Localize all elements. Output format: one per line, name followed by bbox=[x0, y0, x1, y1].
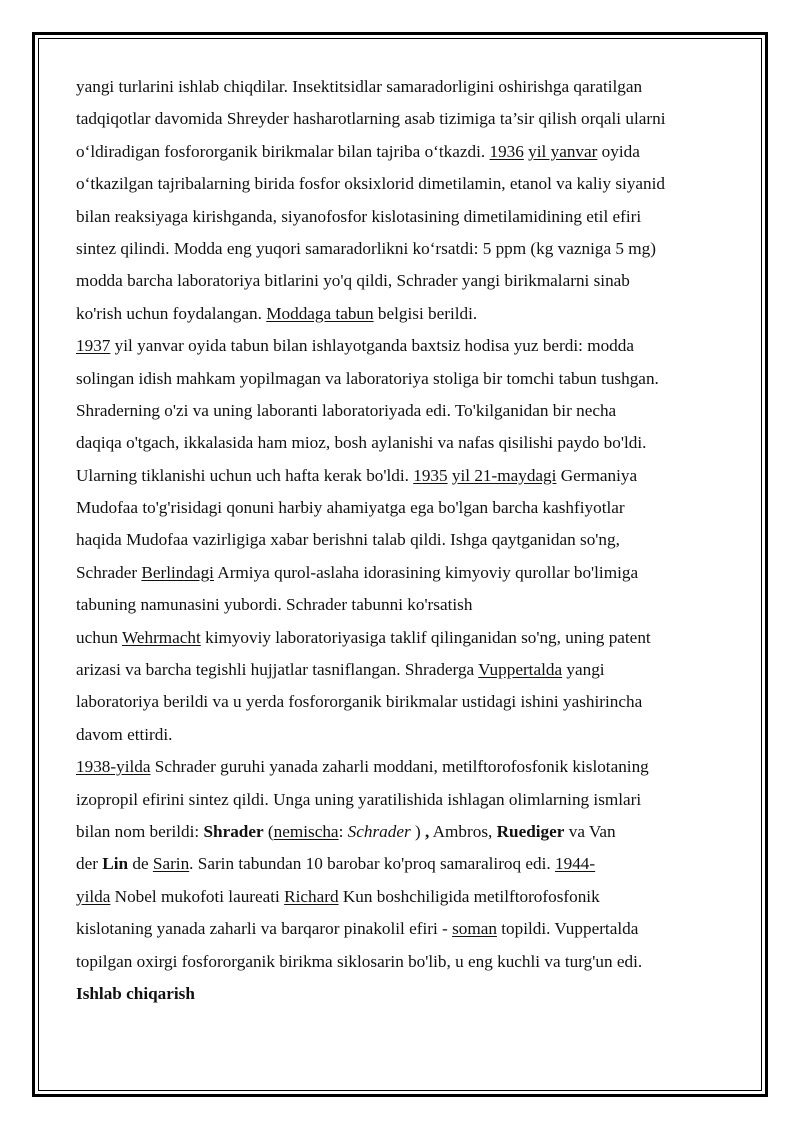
text-segment: belgisi berildi. bbox=[373, 303, 478, 323]
text-line bbox=[76, 589, 736, 621]
text-line bbox=[76, 492, 736, 524]
text-segment: ( bbox=[263, 821, 274, 841]
text-segment: Kun boshchiligida metilftorofosfonik bbox=[338, 886, 600, 906]
bold-text: Lin bbox=[102, 854, 129, 874]
hyperlink[interactable]: yil 21-maydagi bbox=[451, 465, 557, 485]
text-line bbox=[76, 460, 736, 492]
text-segment: arizasi va barcha tegishli hujjatlar tasniflangan. Shraderga bbox=[76, 660, 479, 680]
text-line bbox=[76, 395, 736, 427]
text-line bbox=[76, 654, 736, 686]
hyperlink[interactable]: Wehrmacht bbox=[122, 627, 201, 647]
bold-text: Shrader bbox=[203, 821, 264, 841]
text-segment: daqiqa o'tgach, ikkalasida ham mioz, bosh aylanishi va nafas qisilishi paydo bo'ldi. bbox=[76, 433, 647, 453]
text-segment: : bbox=[338, 821, 348, 841]
text-segment: topilgan oxirgi fosfororganik birikma siklosarin bo'lib, u eng kuchli va turg'un edi. bbox=[76, 951, 643, 971]
text-segment: ) bbox=[410, 821, 425, 841]
text-segment: der bbox=[76, 854, 103, 874]
hyperlink[interactable]: Vuppertalda bbox=[478, 660, 563, 680]
hyperlink[interactable]: 1935 bbox=[413, 465, 448, 485]
text-segment: yangi turlarini ishlab chiqdilar. Insektitsidlar samaradorligini oshirishga qaratilgan bbox=[76, 77, 643, 96]
text-segment: Ambros, bbox=[429, 821, 497, 841]
hyperlink[interactable]: yilda bbox=[76, 886, 111, 906]
text-line bbox=[76, 524, 736, 556]
document-body bbox=[76, 71, 736, 1010]
text-segment: Mudofaa to'g'risidagi qonuni harbiy ahamiyatga ega bo'lgan barcha kashfiyotlar bbox=[76, 498, 625, 518]
text-segment: yil yanvar oyida tabun bilan ishlayotganda baxtsiz hodisa yuz berdi: modda bbox=[110, 336, 634, 356]
text-segment: oyida bbox=[597, 141, 640, 161]
text-line bbox=[76, 136, 736, 168]
hyperlink[interactable]: Richard bbox=[284, 886, 339, 906]
italic-text: Schrader bbox=[347, 821, 411, 841]
text-segment: bilan nom berildi: bbox=[76, 821, 204, 841]
text-segment: ko'rish uchun foydalangan. bbox=[76, 303, 267, 323]
text-line bbox=[76, 881, 736, 913]
text-line bbox=[76, 298, 736, 330]
hyperlink[interactable]: soman bbox=[452, 919, 497, 939]
text-line bbox=[76, 330, 736, 362]
text-line bbox=[76, 71, 736, 103]
text-segment: bilan reaksiyaga kirishganda, siyanofosfor kislotasining dimetilamidining etil efiri bbox=[76, 206, 642, 226]
text-segment: sintez qilindi. Modda eng yuqori samaradorlikni ko‘rsatdi: 5 ppm (kg vazniga 5 mg) bbox=[76, 238, 656, 258]
bold-text: , bbox=[425, 821, 430, 841]
text-segment: modda barcha laboratoriya bitlarini yo'q qildi, Schrader yangi birikmalarni sinab bbox=[76, 271, 630, 291]
text-segment: o‘tkazilgan tajribalarning birida fosfor oksixlorid dimetilamin, etanol va kaliy siyanid bbox=[76, 174, 665, 194]
text-line bbox=[76, 622, 736, 654]
text-line bbox=[76, 168, 736, 200]
text-segment: haqida Mudofaa vazirligiga xabar berishni talab qildi. Ishga qaytganidan so'ng, bbox=[76, 530, 620, 550]
text-line bbox=[76, 946, 736, 978]
text-segment: uchun bbox=[76, 627, 122, 647]
text-line bbox=[76, 265, 736, 297]
text-segment: topildi. Vuppertalda bbox=[496, 919, 639, 939]
text-segment: davom ettirdi. bbox=[76, 724, 173, 744]
text-segment: kimyoviy laboratoriyasiga taklif qilinganidan so'ng, uning patent bbox=[200, 627, 651, 647]
text-line bbox=[76, 784, 736, 816]
text-segment: solingan idish mahkam yopilmagan va laboratoriya stoliga bir tomchi tabun tushgan. bbox=[76, 368, 659, 388]
text-line bbox=[76, 978, 736, 1010]
text-segment: Nobel mukofoti laureati bbox=[110, 886, 285, 906]
hyperlink[interactable]: nemischa bbox=[273, 821, 339, 841]
text-segment: tabuning namunasini yubordi. Schrader tabunni ko'rsatish bbox=[76, 595, 473, 615]
text-segment: va Van bbox=[564, 821, 616, 841]
text-segment: Schrader guruhi yanada zaharli moddani, metilftorofosfonik kislotaning bbox=[150, 757, 649, 777]
hyperlink[interactable]: 1938-yilda bbox=[76, 757, 151, 777]
text-segment: de bbox=[128, 854, 153, 874]
text-line bbox=[76, 201, 736, 233]
text-line bbox=[76, 233, 736, 265]
hyperlink[interactable]: 1937 bbox=[76, 336, 111, 356]
text-line bbox=[76, 686, 736, 718]
text-segment: Armiya qurol-aslaha idorasining kimyoviy qurollar bo'limiga bbox=[213, 562, 639, 582]
text-segment: Shraderning o'zi va uning laboranti laboratoriyada edi. To'kilganidan bir necha bbox=[76, 400, 617, 420]
text-line bbox=[76, 103, 736, 135]
text-segment: Germaniya bbox=[556, 465, 638, 485]
bold-text: Ruediger bbox=[496, 821, 565, 841]
hyperlink[interactable]: Sarin bbox=[152, 854, 190, 874]
text-line bbox=[76, 751, 736, 783]
text-segment: yangi bbox=[562, 660, 605, 680]
text-segment: izopropil efirini sintez qildi. Unga uning yaratilishida ishlagan olimlarning ismlari bbox=[76, 789, 642, 809]
text-line bbox=[76, 719, 736, 751]
text-line bbox=[76, 913, 736, 945]
text-line bbox=[76, 363, 736, 395]
text-line bbox=[76, 816, 736, 848]
text-segment: o‘ldiradigan fosfororganik birikmalar bilan tajriba o‘tkazdi. bbox=[76, 141, 490, 161]
text-segment: Schrader bbox=[76, 562, 142, 582]
text-segment: kislotaning yanada zaharli va barqaror pinakolil efiri - bbox=[76, 919, 453, 939]
bold-text: Ishlab chiqarish bbox=[76, 983, 195, 1003]
text-line bbox=[76, 848, 736, 880]
hyperlink[interactable]: 1936 bbox=[489, 141, 524, 161]
text-segment: laboratoriya berildi va u yerda fosfororganik birikmalar ustidagi ishini yashirincha bbox=[76, 692, 643, 712]
hyperlink[interactable]: yil yanvar bbox=[528, 141, 598, 161]
text-segment: tadqiqotlar davomida Shreyder hasharotlarning asab tizimiga ta’sir qilish orqali ularni bbox=[76, 109, 666, 129]
text-line bbox=[76, 427, 736, 459]
hyperlink[interactable]: Moddaga tabun bbox=[266, 303, 374, 323]
hyperlink[interactable]: 1944- bbox=[555, 854, 596, 874]
text-segment: . Sarin tabundan 10 barobar ko'proq samaraliroq edi. bbox=[189, 854, 556, 874]
text-line bbox=[76, 557, 736, 589]
text-segment: Ularning tiklanishi uchun uch hafta kerak bo'ldi. bbox=[76, 465, 414, 485]
hyperlink[interactable]: Berlindagi bbox=[141, 562, 214, 582]
